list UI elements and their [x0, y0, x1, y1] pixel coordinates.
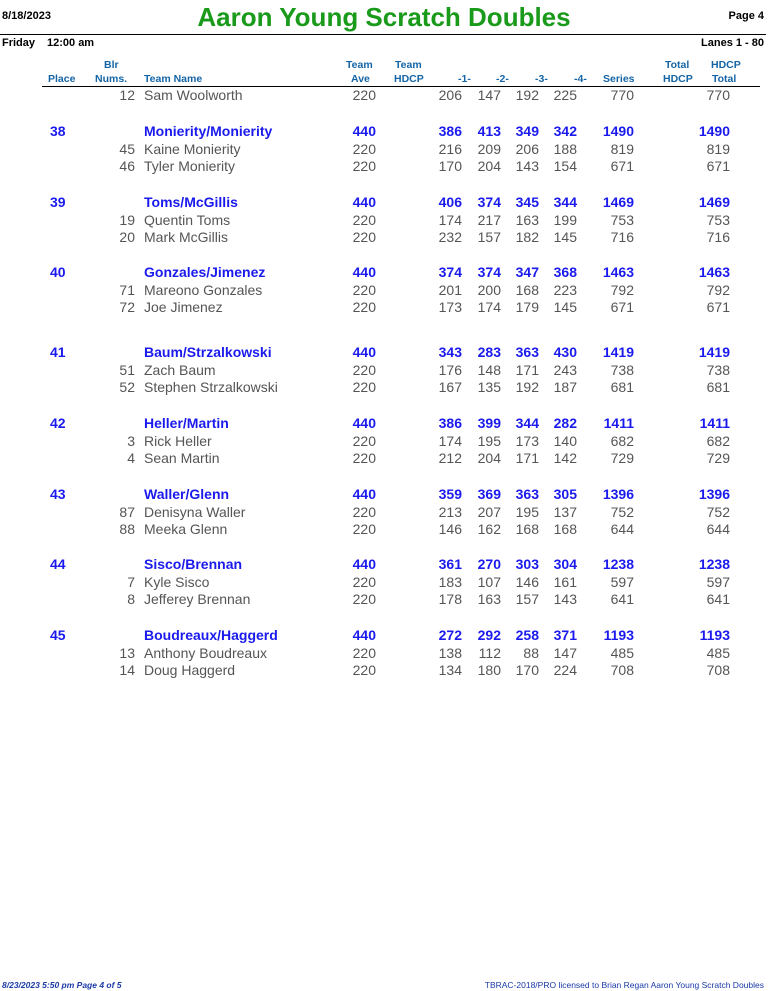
hdcp-total: 738	[706, 361, 730, 378]
game-4-score: 224	[553, 662, 577, 679]
bowler-name: Mareono Gonzales	[144, 281, 263, 298]
game-1-score: 146	[438, 521, 462, 538]
game-4-score: 188	[553, 140, 577, 157]
game-3-score: 192	[515, 87, 539, 103]
game-4-score: 223	[553, 281, 577, 298]
team-average: 440	[352, 556, 376, 572]
bowler-row	[0, 158, 768, 176]
team-name: Sisco/Brennan	[144, 556, 243, 572]
bowler-average: 220	[352, 87, 376, 103]
team-name: Boudreaux/Haggerd	[144, 627, 278, 643]
hdcp-total: 1490	[698, 123, 730, 139]
game-3-score: 206	[515, 140, 539, 157]
game-4-score: 142	[553, 450, 577, 467]
game-2-score: 374	[477, 264, 501, 280]
bowler-number: 52	[119, 379, 135, 396]
game-3-score: 168	[515, 281, 539, 298]
bowler-name: Doug Haggerd	[144, 662, 236, 679]
game-4-score: 342	[553, 123, 577, 139]
report-title: Aaron Young Scratch Doubles	[197, 2, 571, 32]
bowler-average: 220	[352, 211, 376, 228]
bowler-name: Quentin Toms	[144, 211, 231, 228]
game-1-score: 213	[438, 503, 462, 520]
team-average: 440	[352, 123, 376, 139]
game-1-score: 386	[438, 123, 462, 139]
series-score: 738	[610, 361, 634, 378]
col-blr-top: Blr	[104, 59, 119, 71]
bowler-average: 220	[352, 503, 376, 520]
bowler-average: 220	[352, 591, 376, 608]
game-3-score: 303	[515, 556, 539, 572]
game-3-score: 143	[515, 158, 539, 175]
game-2-score: 195	[477, 432, 501, 449]
bowler-row	[0, 574, 768, 592]
game-3-score: 363	[515, 344, 539, 360]
hdcp-total: 597	[706, 573, 730, 590]
game-2-score: 374	[477, 194, 501, 210]
series-score: 729	[610, 450, 634, 467]
bowler-average: 220	[352, 158, 376, 175]
bowler-number: 14	[119, 662, 135, 679]
team-row	[0, 264, 768, 282]
series-score: 682	[610, 432, 634, 449]
bowler-row	[0, 212, 768, 230]
game-4-score: 154	[553, 158, 577, 175]
series-score: 792	[610, 281, 634, 298]
game-1-score: 232	[438, 229, 462, 246]
series-score: 770	[610, 87, 634, 103]
bowler-number: 51	[119, 361, 135, 378]
hdcp-total: 682	[706, 432, 730, 449]
team-row	[0, 415, 768, 433]
game-4-score: 137	[553, 503, 577, 520]
game-3-score: 363	[515, 486, 539, 502]
bowler-average: 220	[352, 573, 376, 590]
game-3-score: 344	[515, 415, 539, 431]
game-1-score: 170	[438, 158, 462, 175]
hdcp-total: 819	[706, 140, 730, 157]
game-4-score: 430	[553, 344, 577, 360]
game-2-score: 107	[477, 573, 501, 590]
game-3-score: 182	[515, 229, 539, 246]
game-4-score: 305	[553, 486, 577, 502]
series-score: 1419	[602, 344, 634, 360]
game-2-score: 283	[477, 344, 501, 360]
game-1-score: 359	[438, 486, 462, 502]
game-2-score: 174	[477, 299, 501, 316]
report-date: 8/18/2023	[2, 10, 51, 22]
bowler-row	[0, 504, 768, 522]
game-2-score: 157	[477, 229, 501, 246]
game-4-score: 199	[553, 211, 577, 228]
series-score: 1411	[603, 415, 634, 431]
game-3-score: 168	[515, 521, 539, 538]
team-name: Waller/Glenn	[144, 486, 230, 502]
col-hdcp-total-bottom: Total	[712, 73, 737, 85]
col-team-name: Team Name	[144, 73, 203, 85]
series-score: 1193	[603, 627, 634, 643]
bowler-name: Sam Woolworth	[144, 87, 243, 103]
team-place: 44	[50, 556, 66, 572]
col-total-hdcp-bottom: HDCP	[663, 73, 693, 85]
game-3-score: 171	[515, 450, 539, 467]
bowler-average: 220	[352, 379, 376, 396]
hdcp-total: 1411	[699, 415, 730, 431]
col-game-2: -2-	[496, 73, 509, 85]
series-score: 1396	[602, 486, 634, 502]
hdcp-total: 770	[706, 87, 730, 103]
game-4-score: 304	[553, 556, 577, 572]
bowler-name: Meeka Glenn	[144, 521, 228, 538]
hdcp-total: 1193	[699, 627, 730, 643]
hdcp-total: 671	[706, 299, 730, 316]
bowler-average: 220	[352, 644, 376, 661]
bowler-number: 45	[119, 140, 135, 157]
bowler-row	[0, 645, 768, 663]
hdcp-total: 752	[706, 503, 730, 520]
bowler-row	[0, 282, 768, 300]
bowler-number: 87	[119, 503, 135, 520]
game-2-score: 162	[477, 521, 501, 538]
team-row	[0, 627, 768, 645]
game-2-score: 399	[477, 415, 501, 431]
series-score: 716	[610, 229, 634, 246]
bowler-number: 4	[127, 450, 135, 467]
game-2-score: 148	[477, 361, 501, 378]
bowler-number: 3	[127, 432, 135, 449]
game-2-score: 204	[477, 450, 501, 467]
team-average: 440	[352, 415, 376, 431]
game-4-score: 243	[553, 361, 577, 378]
hdcp-total: 1463	[698, 264, 730, 280]
series-score: 671	[610, 158, 634, 175]
game-2-score: 204	[477, 158, 501, 175]
team-row	[0, 194, 768, 212]
team-row	[0, 556, 768, 574]
bowler-row	[0, 229, 768, 247]
bowler-name: Stephen Strzalkowski	[144, 379, 278, 396]
game-3-score: 192	[515, 379, 539, 396]
game-1-score: 386	[438, 415, 462, 431]
game-2-score: 135	[477, 379, 501, 396]
game-3-score: 170	[515, 662, 539, 679]
hdcp-total: 753	[706, 211, 730, 228]
game-2-score: 180	[477, 662, 501, 679]
game-2-score: 292	[477, 627, 501, 643]
game-1-score: 174	[438, 432, 462, 449]
team-average: 440	[352, 486, 376, 502]
team-name: Monierity/Monierity	[144, 123, 273, 139]
bowler-number: 13	[119, 644, 135, 661]
game-3-score: 349	[515, 123, 539, 139]
game-1-score: 178	[438, 591, 462, 608]
game-1-score: 167	[438, 379, 462, 396]
bowler-row	[0, 433, 768, 451]
bowler-name: Denisyna Waller	[144, 503, 246, 520]
hdcp-total: 1419	[698, 344, 730, 360]
series-score: 671	[610, 299, 634, 316]
bowler-row	[0, 362, 768, 380]
team-name: Toms/McGillis	[144, 194, 238, 210]
team-average: 440	[352, 627, 376, 643]
col-blr-bottom: Nums.	[95, 73, 128, 85]
bowler-average: 220	[352, 450, 376, 467]
game-1-score: 174	[438, 211, 462, 228]
hdcp-total: 641	[706, 591, 730, 608]
bowler-row	[0, 450, 768, 468]
game-2-score: 369	[477, 486, 501, 502]
game-1-score: 374	[438, 264, 462, 280]
game-4-score: 145	[553, 229, 577, 246]
hdcp-total: 485	[706, 644, 730, 661]
game-2-score: 147	[477, 87, 501, 103]
bowler-row	[0, 521, 768, 539]
series-score: 1469	[602, 194, 634, 210]
game-1-score: 201	[438, 281, 462, 298]
col-game-1: -1-	[458, 73, 471, 85]
series-score: 708	[610, 662, 634, 679]
game-1-score: 406	[438, 194, 462, 210]
bowler-name: Rick Heller	[144, 432, 212, 449]
team-name: Gonzales/Jimenez	[144, 264, 266, 280]
game-4-score: 161	[553, 573, 577, 590]
game-1-score: 138	[438, 644, 462, 661]
bowler-average: 220	[352, 662, 376, 679]
series-score: 1238	[602, 556, 634, 572]
game-2-score: 270	[477, 556, 501, 572]
hdcp-total: 792	[706, 281, 730, 298]
game-4-score: 168	[553, 521, 577, 538]
bowler-row	[0, 87, 768, 105]
team-row	[0, 123, 768, 141]
hdcp-total: 681	[706, 379, 730, 396]
bowler-average: 220	[352, 281, 376, 298]
game-1-score: 272	[438, 627, 462, 643]
team-row	[0, 344, 768, 362]
session-day: Friday	[2, 37, 36, 49]
bowler-average: 220	[352, 140, 376, 157]
bowler-average: 220	[352, 432, 376, 449]
game-4-score: 187	[553, 379, 577, 396]
bowler-name: Tyler Monierity	[144, 158, 236, 175]
game-2-score: 209	[477, 140, 501, 157]
game-3-score: 179	[515, 299, 539, 316]
team-name: Heller/Martin	[144, 415, 229, 431]
team-place: 39	[50, 194, 66, 210]
game-2-score: 112	[478, 644, 501, 661]
series-score: 819	[610, 140, 634, 157]
bowler-name: Jefferey Brennan	[144, 591, 251, 608]
bowler-name: Zach Baum	[144, 361, 216, 378]
bowler-average: 220	[352, 361, 376, 378]
bowler-number: 72	[119, 299, 135, 316]
series-score: 681	[610, 379, 634, 396]
bowler-name: Mark McGillis	[144, 229, 228, 246]
series-score: 1463	[602, 264, 634, 280]
team-place: 45	[50, 627, 66, 643]
game-2-score: 413	[477, 123, 501, 139]
bowler-number: 46	[119, 158, 135, 175]
game-3-score: 88	[523, 644, 539, 661]
hdcp-total: 1396	[698, 486, 730, 502]
header-rule	[0, 34, 766, 35]
hdcp-total: 729	[706, 450, 730, 467]
series-score: 753	[610, 211, 634, 228]
game-3-score: 171	[515, 361, 539, 378]
game-1-score: 183	[438, 573, 462, 590]
bowler-name: Anthony Boudreaux	[144, 644, 267, 661]
game-3-score: 345	[515, 194, 539, 210]
team-place: 41	[50, 344, 66, 360]
series-score: 641	[610, 591, 634, 608]
col-team-ave-top: Team	[346, 59, 373, 71]
bowler-row	[0, 591, 768, 609]
series-score: 485	[610, 644, 634, 661]
bowler-number: 7	[127, 573, 135, 590]
team-place: 43	[50, 486, 66, 502]
game-4-score: 368	[553, 264, 577, 280]
bowler-number: 88	[119, 521, 135, 538]
game-3-score: 195	[515, 503, 539, 520]
hdcp-total: 644	[706, 521, 730, 538]
col-place: Place	[48, 73, 76, 85]
footer-print-info: 8/23/2023 5:50 pm Page 4 of 5	[2, 980, 122, 990]
game-3-score: 163	[515, 211, 539, 228]
series-score: 597	[610, 573, 634, 590]
col-team-ave-bottom: Ave	[351, 73, 370, 85]
hdcp-total: 708	[706, 662, 730, 679]
bowler-number: 8	[127, 591, 135, 608]
team-place: 40	[50, 264, 66, 280]
col-series: Series	[603, 73, 635, 85]
game-4-score: 143	[553, 591, 577, 608]
game-1-score: 134	[438, 662, 462, 679]
col-total-hdcp-top: Total	[665, 59, 690, 71]
hdcp-total: 716	[706, 229, 730, 246]
game-1-score: 176	[438, 361, 462, 378]
hdcp-total: 1238	[698, 556, 730, 572]
session-time: 12:00 am	[47, 37, 95, 49]
col-hdcp-total-top: HDCP	[711, 59, 741, 71]
bowler-average: 220	[352, 299, 376, 316]
bowler-name: Joe Jimenez	[144, 299, 223, 316]
col-team-hdcp-bottom: HDCP	[394, 73, 424, 85]
series-score: 752	[610, 503, 634, 520]
game-3-score: 173	[515, 432, 539, 449]
bowler-row	[0, 141, 768, 159]
game-4-score: 344	[553, 194, 577, 210]
game-2-score: 200	[477, 281, 501, 298]
bowler-name: Sean Martin	[144, 450, 220, 467]
bowler-number: 20	[119, 229, 135, 246]
bowler-number: 71	[119, 281, 135, 298]
team-name: Baum/Strzalkowski	[144, 344, 272, 360]
bowler-name: Kyle Sisco	[144, 573, 210, 590]
game-1-score: 206	[438, 87, 462, 103]
team-average: 440	[352, 344, 376, 360]
team-average: 440	[352, 194, 376, 210]
game-1-score: 173	[438, 299, 462, 316]
game-2-score: 163	[477, 591, 501, 608]
game-4-score: 371	[553, 627, 577, 643]
footer-license: TBRAC-2018/PRO licensed to Brian Regan Aaron Young Scratch Doubles	[484, 980, 764, 990]
team-average: 440	[352, 264, 376, 280]
hdcp-total: 671	[706, 158, 730, 175]
game-3-score: 157	[515, 591, 539, 608]
bowler-row	[0, 379, 768, 397]
game-4-score: 225	[553, 87, 577, 103]
game-3-score: 347	[515, 264, 539, 280]
game-1-score: 216	[438, 140, 462, 157]
game-1-score: 343	[438, 344, 462, 360]
game-4-score: 140	[553, 432, 577, 449]
game-3-score: 146	[515, 573, 539, 590]
lanes-range: Lanes 1 - 80	[701, 37, 764, 49]
bowler-number: 12	[119, 87, 135, 103]
bowler-row	[0, 662, 768, 680]
game-1-score: 361	[438, 556, 462, 572]
bowler-name: Kaine Monierity	[144, 140, 241, 157]
team-row	[0, 486, 768, 504]
team-place: 38	[50, 123, 66, 139]
col-game-4: -4-	[574, 73, 587, 85]
game-4-score: 145	[553, 299, 577, 316]
bowler-average: 220	[352, 229, 376, 246]
series-score: 644	[610, 521, 634, 538]
col-game-3: -3-	[535, 73, 548, 85]
col-team-hdcp-top: Team	[395, 59, 422, 71]
game-4-score: 282	[553, 415, 577, 431]
game-2-score: 217	[477, 211, 501, 228]
series-score: 1490	[602, 123, 634, 139]
game-1-score: 212	[438, 450, 462, 467]
bowler-row	[0, 299, 768, 317]
bowler-average: 220	[352, 521, 376, 538]
hdcp-total: 1469	[698, 194, 730, 210]
team-place: 42	[50, 415, 66, 431]
bowler-number: 19	[119, 211, 135, 228]
game-2-score: 207	[477, 503, 501, 520]
page-number: Page 4	[728, 10, 764, 22]
game-4-score: 147	[553, 644, 577, 661]
game-3-score: 258	[515, 627, 539, 643]
